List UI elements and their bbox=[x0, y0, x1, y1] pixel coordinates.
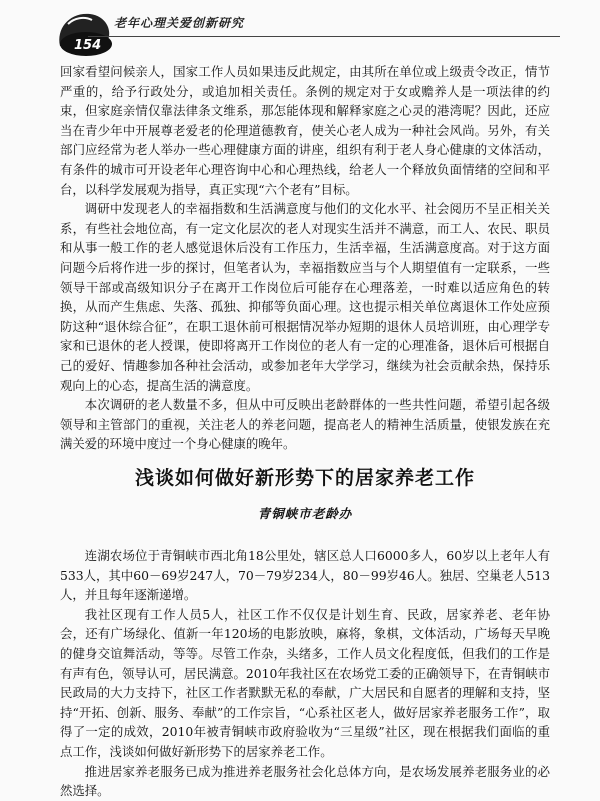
article-body bbox=[60, 546, 550, 801]
running-title: 老年心理关爱创新研究 bbox=[114, 16, 245, 30]
paragraph: 连湖农场位于青铜峡市西北角18公里处，辖区总人口6000多人，60岁以上老年人有533人，其中60－69岁247人，70－79岁234人，80－99岁46人。独居、空巢老人513人，并且每年逐渐递增。 bbox=[60, 548, 550, 603]
page-number: 154 bbox=[74, 38, 102, 53]
paragraph: 回家看望问候亲人，国家工作人员如果违反此规定，由其所在单位或上级责令改正，情节严重的，给予行政处分，或追加相关责任。条例的规定对于女或赡养人是一项法律的约束，但家庭亲情仅靠法律条文维系，那怎能体现和解释家庭之心灵的港湾呢？因此，还应当在青少年中开展尊老爱老的伦理道德教育，使关心老人成为一种社会风尚。另外，有关部门应经常为老人举办一些心理健康方面的讲座，组织有利于老人身心健康的文体活动，有条件的城市可开设老年心理咨询中心和心理热线，给老人一个释放负面情绪的空间和平台，以科学发展观为指导，真正实现“六个老有”目标。 bbox=[60, 64, 550, 197]
paragraph: 我社区现有工作人员5人，社区工作不仅仅是计划生育、民政，居家养老、老年协会，还有广场绿化、值新一年120场的电影放映，麻将，象棋，文体活动，广场每天早晚的健身交谊舞活动，等等。尽管工作杂，头绪多，工作人员文化程度低，但我们的工作是有声有色，领导认可，居民满意。2010年我社区在农场党工委的正确领导下，在青铜峡市民政局的大力支持下，社区工作者默默无私的奉献，广大居民和自愿者的理解和支持，坚持“开拓、创新、服务、奉献”的工作宗旨，“心系社区老人，做好居家养老服务工作”，取得了一定的成效，2010年被青铜峡市政府验收为“三星级”社区，现在根据我们面临的重点工作，浅谈如何做好新形势下的居家养老工作。 bbox=[60, 606, 550, 759]
previous-article-text bbox=[60, 62, 550, 454]
article-title: 浅谈如何做好新形势下的居家养老工作 bbox=[134, 467, 475, 489]
header-rule bbox=[88, 36, 560, 37]
paragraph: 推进居家养老服务已成为推进养老服务社会化总体方向，是农场发展养老服务业的必然选择。 bbox=[60, 763, 550, 799]
article-author: 青铜峡市老龄办 bbox=[257, 506, 353, 521]
page-header bbox=[0, 0, 600, 62]
paragraph: 本次调研的老人数量不多，但从中可反映出老龄群体的一些共性问题，希望引起各级领导和主管部门的重视，关注老人的养老问题，提高老人的精神生活质量，使银发族在充满关爱的环境中度过一个身心健康的晚年。 bbox=[60, 397, 550, 452]
paragraph: 调研中发现老人的幸福指数和生活满意度与他们的文化水平、社会阅历不呈正相关关系，有些社会地位高，有一定文化层次的老人对现实生活并不满意，而工人、农民、职员和从事一般工作的老人感觉退休后没有工作压力，生活幸福，生活满意度高。对于这方面问题今后将作进一步的探讨，但笔者认为，幸福指数应当与个人期望值有一定联系，一些领导干部或高级知识分子在离开工作岗位后可能存在心理落差，一时难以适应角色的转换，从而产生焦虑、失落、孤独、抑郁等负面心理。这也提示相关单位离退休工作处应预防这种“退休综合征”，在职工退休前可根据情况举办短期的退休人员培训班，由心理学专家和已退休的老人授课，使即将离开工作岗位的老人有一定的心理准备，退休后可根据自己的爱好、情趣参加各种社会活动，或参加老年大学学习，继续为社会贡献余热，保持乐观向上的心态，提高生活的满意度。 bbox=[60, 201, 550, 393]
